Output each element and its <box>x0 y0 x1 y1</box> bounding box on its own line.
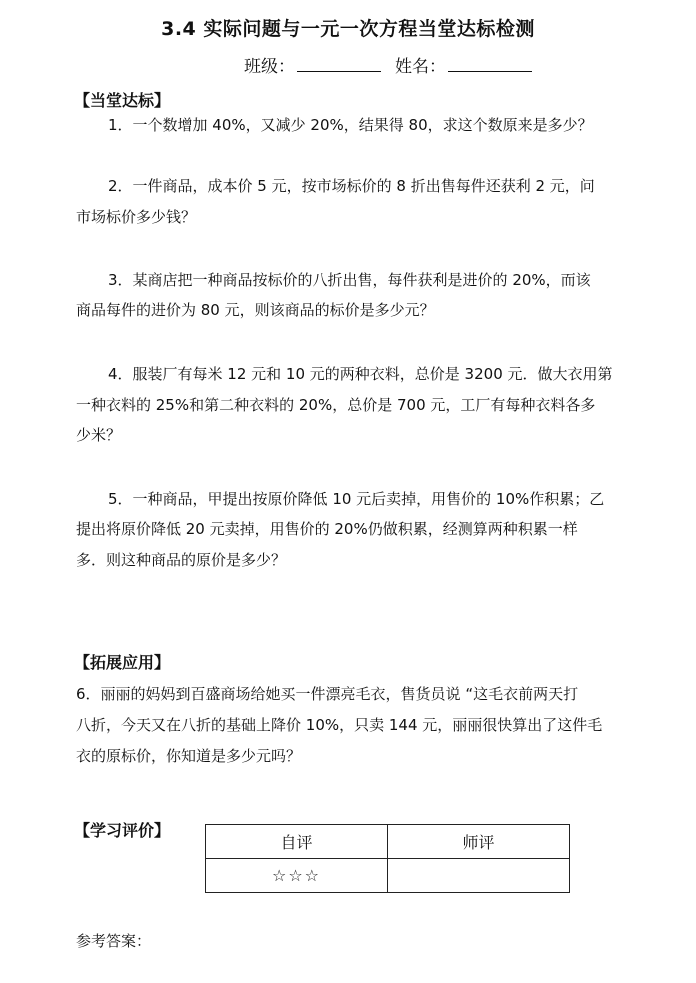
question-5-line-2: 提出将原价降低 20 元卖掉，用售价的 20%仍做积累，经测算两种积累一样 <box>76 520 578 538</box>
question-5-line-3: 多．则这种商品的原价是多少？ <box>76 551 287 569</box>
section-heading-evaluation: 【学习评价】 <box>74 821 171 840</box>
question-2-line-2: 市场标价多少钱？ <box>76 208 197 226</box>
question-4-line-1: 4．服装厂有每米 12 元和 10 元的两种衣料，总价是 3200 元．做大衣用第 <box>108 365 613 383</box>
table-row <box>206 825 570 859</box>
question-2-line-1: 2．一件商品，成本价 5 元，按市场标价的 8 折出售每件还获利 2 元，问 <box>108 177 595 195</box>
class-blank[interactable] <box>297 57 381 72</box>
question-6-line-2: 八折，今天又在八折的基础上降价 10%，只卖 144 元，丽丽很快算出了这件毛 <box>76 716 603 734</box>
question-4-line-3: 少米？ <box>76 426 122 444</box>
name-blank[interactable] <box>448 57 532 72</box>
table-header-teacher: 师评 <box>388 825 570 859</box>
question-6-line-1: 6．丽丽的妈妈到百盛商场给她买一件漂亮毛衣，售货员说 “这毛衣前两天打 <box>76 685 579 703</box>
question-1-line-1: 1．一个数增加 40%，又减少 20%，结果得 80，求这个数原来是多少？ <box>108 116 593 134</box>
name-field <box>395 52 532 77</box>
table-row <box>206 859 570 893</box>
class-label: 班级： <box>244 57 295 77</box>
section-heading-practice: 【当堂达标】 <box>74 91 171 110</box>
question-6-line-3: 衣的原标价，你知道是多少元吗？ <box>76 747 302 765</box>
question-3-line-2: 商品每件的进价为 80 元，则该商品的标价是多少元？ <box>76 301 435 319</box>
evaluation-table <box>205 824 570 893</box>
name-label: 姓名： <box>395 57 446 77</box>
question-4-line-2: 一种衣料的 25%和第二种衣料的 20%，总价是 700 元，工厂有每种衣料各多 <box>76 396 596 414</box>
section-heading-extension: 【拓展应用】 <box>74 653 171 672</box>
question-5-line-1: 5．一种商品，甲提出按原价降低 10 元后卖掉，用售价的 10%作积累；乙 <box>108 490 605 508</box>
answer-label: 参考答案： <box>76 932 152 950</box>
table-header-self: 自评 <box>206 825 388 859</box>
question-3-line-1: 3．某商店把一种商品按标价的八折出售，每件获利是进价的 20%，而该 <box>108 271 591 289</box>
class-field <box>244 52 381 77</box>
self-rating-stars[interactable]: ☆☆☆ <box>206 859 388 893</box>
teacher-rating-cell[interactable] <box>388 859 570 893</box>
page-title: 3.4 实际问题与一元一次方程当堂达标检测 <box>161 18 535 40</box>
